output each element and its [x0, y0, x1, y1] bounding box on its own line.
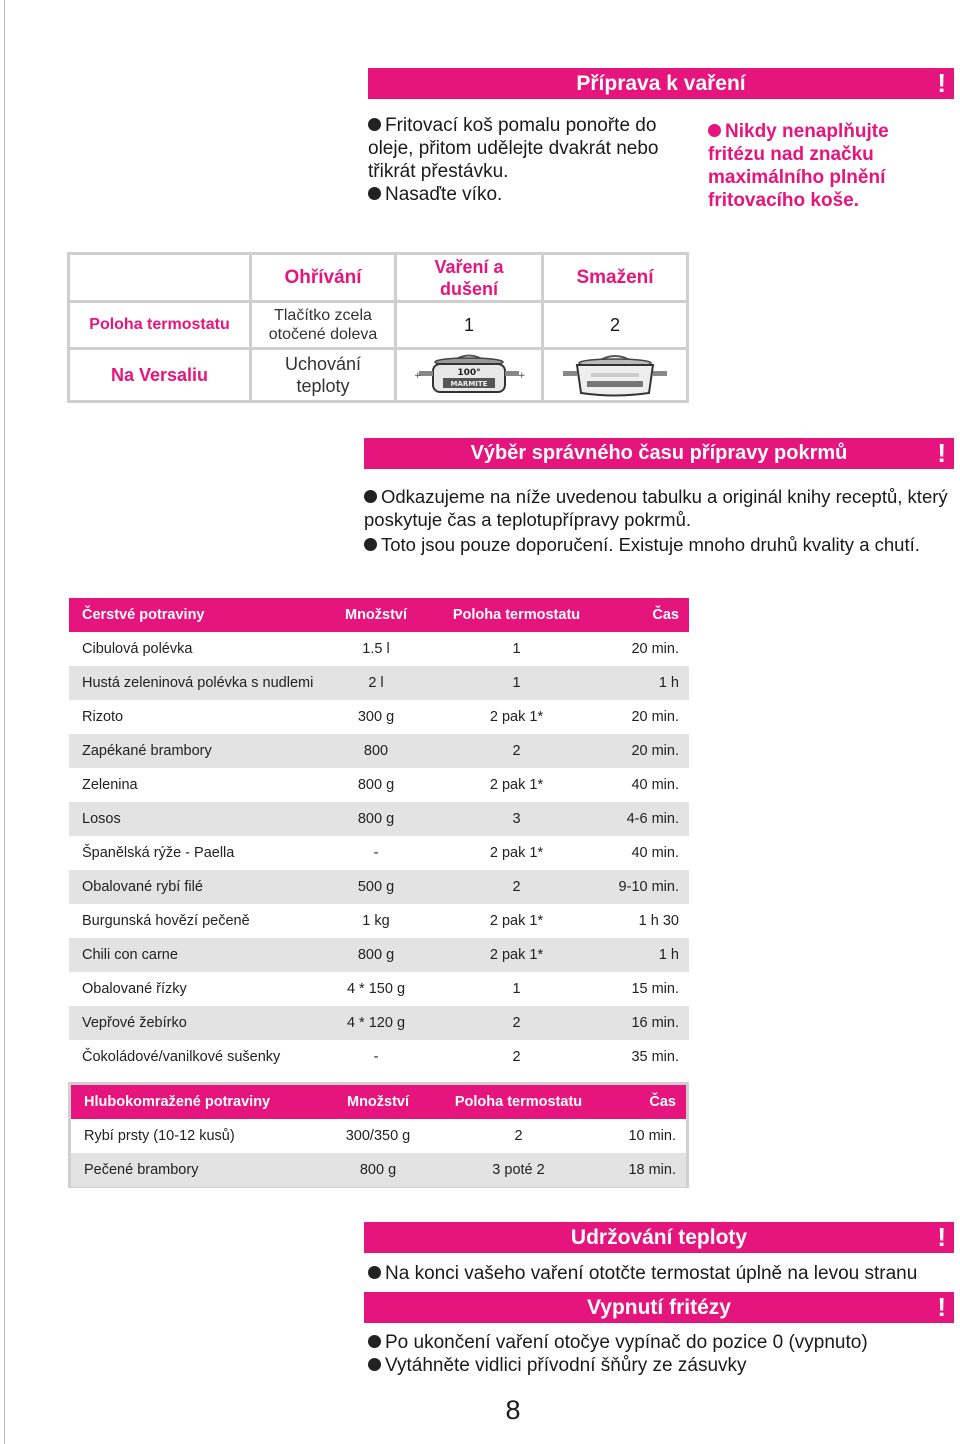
bullet-icon	[368, 1358, 381, 1371]
quantity: 4 * 150 g	[346, 981, 406, 997]
thermostat-position: 1	[512, 675, 521, 691]
food-name: Cibulová polévka	[82, 641, 193, 657]
bullet-item: Odkazujeme na níže uvedenou tabulku a originál knihy receptů, který poskytuje čas a teplotupřípravy pokrmů.	[364, 486, 948, 530]
section-header-preparation	[368, 68, 954, 99]
quantity: 1 kg	[362, 913, 390, 929]
bullet-icon	[364, 538, 377, 551]
page-edge-line	[4, 0, 5, 1444]
exclamation-icon: !	[937, 1292, 946, 1322]
table-row	[69, 870, 689, 904]
quantity: -	[373, 1049, 379, 1065]
bullet-item: Nasaďte víko.	[368, 183, 673, 206]
header-cooking: Vaření a dušení	[397, 255, 541, 300]
food-name: Chili con carne	[82, 947, 178, 963]
heating-position: Tlačítko zcela otočené doleva	[252, 303, 394, 347]
food-name: Hustá zeleninová polévka s nudlemi	[82, 675, 314, 691]
thermostat-position: 1	[512, 641, 521, 657]
time: 10 min.	[628, 1128, 676, 1144]
fresh-food-table	[69, 598, 689, 1074]
thermostat-position: 2	[512, 1015, 521, 1031]
svg-text:+: +	[414, 371, 422, 381]
table-row	[69, 938, 689, 972]
time: 1 h	[658, 947, 679, 963]
header-time: Čas	[652, 607, 679, 623]
food-name: Zapékané brambory	[82, 743, 212, 759]
time: 20 min.	[631, 709, 679, 725]
header-thermostat: Poloha termostatu	[454, 1094, 583, 1110]
time: 1 h 30	[638, 913, 679, 929]
food-name: Pečené brambory	[84, 1162, 199, 1178]
thermostat-mode-table	[67, 252, 689, 403]
food-name: Obalované řízky	[82, 981, 187, 997]
time: 18 min.	[628, 1162, 676, 1178]
food-name: Rybí prsty (10-12 kusů)	[84, 1128, 235, 1144]
empty-header-cell	[70, 255, 249, 300]
thermostat-position: 2 pak 1*	[489, 777, 544, 793]
quantity: 2 l	[368, 675, 384, 691]
thermostat-position: 2	[512, 879, 521, 895]
quantity: 800 g	[359, 1162, 397, 1178]
table-row	[69, 666, 689, 700]
pot-icon-cell	[397, 350, 541, 400]
section-title: Příprava k vaření	[576, 71, 746, 95]
bullet-item: Toto jsou pouze doporučení. Existuje mnoho druhů kvality a chutí.	[364, 533, 956, 556]
bullet-icon	[364, 490, 377, 503]
pot-temp-label: 100°	[457, 368, 481, 378]
quantity: 800	[363, 743, 389, 759]
time: 40 min.	[631, 777, 679, 793]
table-row	[69, 700, 689, 734]
food-name: Vepřové žebírko	[82, 1015, 187, 1031]
table-row	[69, 1006, 689, 1040]
pot-icon	[409, 351, 529, 399]
header-thermostat: Poloha termostatu	[452, 607, 581, 623]
table-row	[69, 836, 689, 870]
header-quantity: Množství	[346, 1094, 410, 1110]
cooking-position: 1	[397, 303, 541, 347]
thermostat-position: 2 pak 1*	[489, 913, 544, 929]
table-row	[69, 1040, 689, 1074]
frozen-food-table	[68, 1082, 689, 1188]
table-row	[69, 632, 689, 666]
keep-warm-text: Na konci vašeho vaření ototčte termostat úplně na levou stranu	[368, 1262, 958, 1285]
quantity: 800 g	[357, 777, 395, 793]
header-food: Čerstvé potraviny	[82, 607, 205, 623]
table-row	[71, 1119, 686, 1153]
switch-off-text	[368, 1331, 958, 1377]
bullet-icon	[368, 1266, 381, 1279]
bullet-icon	[708, 124, 721, 137]
thermostat-position: 2 pak 1*	[489, 947, 544, 963]
header-time: Čas	[649, 1094, 676, 1110]
frying-position: 2	[544, 303, 686, 347]
food-name: Losos	[82, 811, 121, 827]
svg-text:+: +	[518, 371, 526, 381]
time: 9-10 min.	[618, 879, 679, 895]
section-header-keep-warm	[364, 1222, 954, 1253]
page-number: 8	[505, 1395, 521, 1425]
exclamation-icon: !	[937, 438, 946, 468]
table-row	[69, 768, 689, 802]
section-title: Vypnutí fritézy	[587, 1295, 731, 1319]
time: 16 min.	[631, 1015, 679, 1031]
thermostat-position: 1	[512, 981, 521, 997]
time: 1 h	[658, 675, 679, 691]
row-label-thermostat: Poloha termostatu	[70, 303, 249, 347]
time: 20 min.	[631, 743, 679, 759]
quantity: 1.5 l	[362, 641, 390, 657]
bullet-item: Po ukončení vaření otočye vypínač do pozice 0 (vypnuto)	[368, 1331, 958, 1354]
time: 40 min.	[631, 845, 679, 861]
thermostat-position: 3	[512, 811, 521, 827]
pot-brand-label: MARMITE	[450, 380, 488, 388]
food-name: Čokoládové/vanilkové sušenky	[82, 1049, 281, 1065]
table-row	[71, 1153, 686, 1187]
quantity: 500 g	[357, 879, 395, 895]
row-label-versalio: Na Versaliu	[70, 350, 249, 400]
time: 4-6 min.	[626, 811, 679, 827]
header-food: Hlubokomražené potraviny	[84, 1094, 271, 1110]
bullet-item: Vytáhněte vidlici přívodní šňůry ze zásuvky	[368, 1354, 958, 1377]
warning-note: Nikdy nenaplňujte fritézu nad značku maximálního plnění fritovacího koše.	[708, 121, 889, 211]
thermostat-position: 2 pak 1*	[489, 709, 544, 725]
section-header-cooking-time	[364, 438, 954, 469]
bullet-icon	[368, 118, 381, 131]
food-name: Burgunská hovězí pečeně	[82, 913, 250, 929]
food-name: Rizoto	[82, 709, 124, 725]
fryer-icon-cell	[544, 350, 686, 400]
quantity: 4 * 120 g	[346, 1015, 406, 1031]
quantity: 800 g	[357, 947, 395, 963]
thermostat-position: 2 pak 1*	[489, 845, 544, 861]
exclamation-icon: !	[937, 1222, 946, 1252]
table-row	[69, 904, 689, 938]
header-heating: Ohřívání	[252, 255, 394, 300]
section-title: Výběr správného času přípravy pokrmů	[470, 442, 848, 464]
section-header-switch-off	[364, 1292, 954, 1323]
keep-warm-label: Uchování teploty	[252, 350, 394, 400]
table-row	[69, 802, 689, 836]
thermostat-position: 2	[512, 1049, 521, 1065]
section-title: Udržování teploty	[570, 1225, 748, 1249]
cooking-time-text	[364, 485, 956, 556]
table-row	[69, 734, 689, 768]
table-row	[69, 972, 689, 1006]
table-header-row	[71, 1085, 686, 1119]
time: 35 min.	[631, 1049, 679, 1065]
preparation-bullets	[368, 114, 673, 206]
bullet-icon	[368, 187, 381, 200]
exclamation-icon: !	[937, 68, 946, 98]
thermostat-position: 2	[514, 1128, 523, 1144]
header-frying: Smažení	[544, 255, 686, 300]
time: 20 min.	[631, 641, 679, 657]
quantity: 800 g	[357, 811, 395, 827]
table-header-row	[69, 598, 689, 632]
quantity: 300 g	[357, 709, 395, 725]
thermostat-position: 2	[512, 743, 521, 759]
fryer-pot-icon	[555, 351, 675, 399]
food-name: Zelenina	[82, 777, 138, 793]
header-quantity: Množství	[344, 607, 408, 623]
time: 15 min.	[631, 981, 679, 997]
food-name: Obalované rybí filé	[82, 879, 203, 895]
quantity: -	[373, 845, 379, 861]
bullet-icon	[368, 1335, 381, 1348]
thermostat-position: 3 poté 2	[492, 1162, 545, 1178]
food-name: Španělská rýže - Paella	[82, 845, 235, 861]
bullet-item: Fritovací koš pomalu ponořte do oleje, přitom udělejte dvakrát nebo třikrát přestávku.	[368, 115, 659, 182]
quantity: 300/350 g	[345, 1128, 411, 1144]
